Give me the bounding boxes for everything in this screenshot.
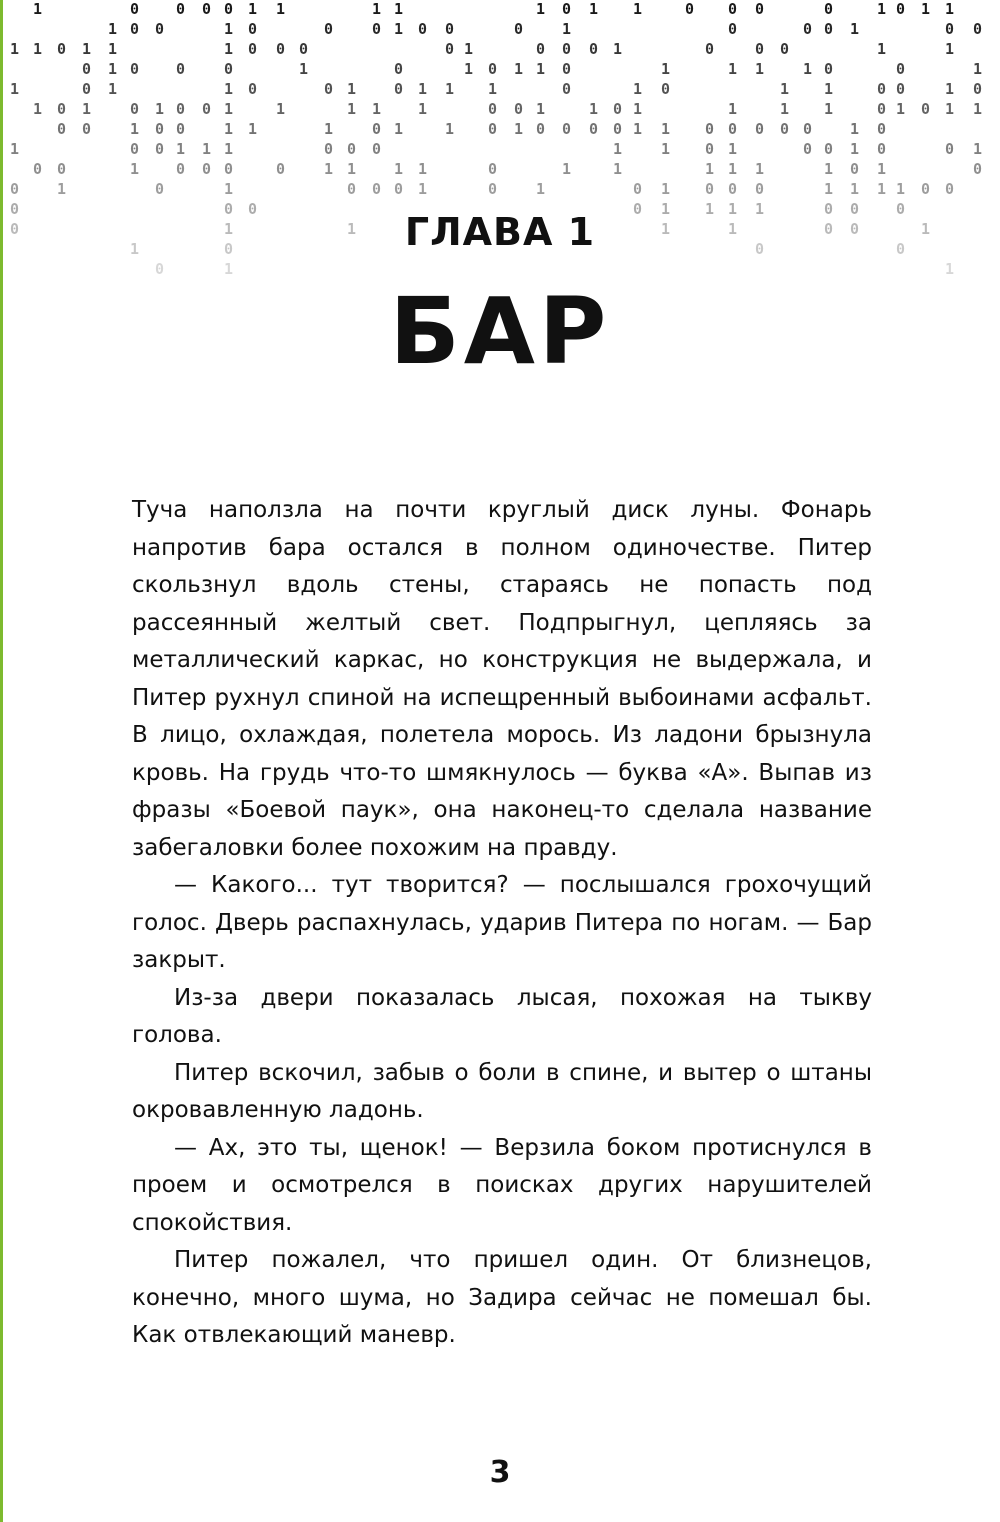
binary-digit: 0 (155, 120, 165, 138)
binary-digit: 1 (372, 0, 382, 18)
binary-digit: 0 (224, 0, 234, 18)
binary-digit: 0 (877, 100, 887, 118)
binary-digit: 1 (10, 40, 20, 58)
binary-digit: 0 (824, 20, 834, 38)
binary-digit: 0 (299, 40, 309, 58)
binary-digit: 1 (850, 180, 860, 198)
binary-digit: 1 (130, 160, 140, 178)
binary-digit: 0 (488, 60, 498, 78)
binary-digit: 1 (945, 100, 955, 118)
binary-digit: 1 (613, 140, 623, 158)
binary-digit: 0 (728, 180, 738, 198)
binary-digit: 0 (324, 80, 334, 98)
binary-digit: 1 (613, 40, 623, 58)
binary-digit: 0 (176, 160, 186, 178)
binary-digit: 0 (921, 100, 931, 118)
binary-digit: 1 (514, 60, 524, 78)
binary-digit: 0 (130, 60, 140, 78)
binary-digit: 1 (633, 0, 643, 18)
binary-digit: 1 (877, 0, 887, 18)
binary-digit: 0 (755, 0, 765, 18)
binary-digit: 1 (896, 180, 906, 198)
binary-digit: 1 (536, 60, 546, 78)
binary-digit: 1 (224, 140, 234, 158)
binary-digit: 1 (130, 240, 140, 258)
binary-digit: 0 (877, 120, 887, 138)
binary-digit: 0 (514, 20, 524, 38)
binary-digit: 0 (488, 100, 498, 118)
paragraph: — Какого... тут творится? — послышался грохочущий голос. Дверь распахнулась, ударив Питера по ногам. — Бар закрыт. (132, 872, 872, 973)
binary-digit: 0 (896, 60, 906, 78)
binary-digit: 0 (562, 120, 572, 138)
binary-digit: 1 (464, 60, 474, 78)
binary-digit: 0 (130, 100, 140, 118)
paragraph: Из-за двери показалась лысая, похожая на тыкву голова. (132, 984, 872, 1048)
binary-digit: 0 (224, 200, 234, 218)
binary-digit: 1 (661, 60, 671, 78)
binary-digit: 1 (780, 100, 790, 118)
binary-digit: 1 (824, 100, 834, 118)
binary-digit: 1 (464, 40, 474, 58)
binary-digit: 0 (613, 120, 623, 138)
binary-digit: 0 (33, 160, 43, 178)
binary-digit: 0 (248, 200, 258, 218)
binary-digit: 0 (896, 200, 906, 218)
binary-digit: 1 (921, 220, 931, 238)
binary-digit: 1 (705, 200, 715, 218)
binary-digit: 0 (803, 140, 813, 158)
binary-digit: 0 (202, 160, 212, 178)
binary-digit: 0 (755, 180, 765, 198)
binary-digit: 0 (130, 0, 140, 18)
binary-digit: 0 (394, 60, 404, 78)
binary-digit: 1 (224, 260, 234, 278)
binary-digit: 1 (824, 180, 834, 198)
binary-digit: 1 (921, 0, 931, 18)
binary-digit: 0 (57, 120, 67, 138)
paragraph: — Ах, это ты, щенок! — Верзила боком протиснулся в проем и осмотрелся в поисках других нарушителей спокойствия. (132, 1134, 872, 1236)
binary-digit: 1 (394, 20, 404, 38)
binary-digit: 0 (202, 0, 212, 18)
binary-digit: 1 (176, 140, 186, 158)
binary-digit: 0 (803, 120, 813, 138)
binary-digit: 1 (324, 160, 334, 178)
binary-digit: 1 (324, 120, 334, 138)
binary-digit: 0 (57, 100, 67, 118)
binary-digit: 1 (108, 80, 118, 98)
binary-digit: 0 (248, 20, 258, 38)
binary-digit: 0 (824, 200, 834, 218)
binary-digit: 0 (176, 120, 186, 138)
binary-digit: 1 (755, 160, 765, 178)
binary-digit: 0 (850, 220, 860, 238)
binary-digit: 1 (224, 220, 234, 238)
paragraph: Туча наползла на почти круглый диск луны. Фонарь напротив бара остался в полном одиночестве. Питер скользнул вдоль стены, стараясь не попасть под рассеянный желтый свет. Подпрыгнул, цепляясь за металлический каркас, но конструкция не выдержала, и Питер рухнул спиной на испещренный выбоинами асфальт. В лицо, охлаждая, полетела морось. Из ладони брызнула кровь. На грудь что-то шмякнулось — буква «А». Выпав из фразы «Боевой паук», она наконец-то сделала название забегаловки более похожим на правду. (132, 497, 872, 861)
binary-digit: 1 (224, 20, 234, 38)
binary-digit: 0 (755, 120, 765, 138)
binary-digit: 0 (176, 100, 186, 118)
binary-digit: 1 (850, 120, 860, 138)
binary-digit: 0 (130, 20, 140, 38)
binary-digit: 1 (896, 100, 906, 118)
binary-digit: 1 (536, 0, 546, 18)
binary-digit: 1 (973, 100, 983, 118)
binary-digit: 1 (347, 80, 357, 98)
chapter-label: ГЛАВА 1 (404, 210, 596, 254)
binary-digit: 0 (176, 0, 186, 18)
binary-digit: 1 (536, 100, 546, 118)
binary-digit: 1 (589, 0, 599, 18)
binary-digit: 0 (418, 20, 428, 38)
binary-digit: 0 (276, 40, 286, 58)
binary-digit: 0 (850, 160, 860, 178)
binary-digit: 1 (728, 220, 738, 238)
binary-digit: 1 (562, 20, 572, 38)
binary-digit: 0 (945, 180, 955, 198)
binary-digit: 0 (945, 20, 955, 38)
binary-digit: 1 (224, 80, 234, 98)
binary-digit: 0 (633, 200, 643, 218)
binary-digit: 0 (155, 140, 165, 158)
binary-digit: 0 (705, 40, 715, 58)
binary-digit: 1 (299, 60, 309, 78)
binary-digit: 0 (780, 40, 790, 58)
binary-digit: 0 (589, 120, 599, 138)
binary-digit: 0 (589, 40, 599, 58)
binary-digit: 1 (130, 120, 140, 138)
binary-digit: 1 (418, 80, 428, 98)
binary-digit: 1 (877, 40, 887, 58)
binary-digit: 0 (661, 80, 671, 98)
binary-digit: 0 (824, 0, 834, 18)
binary-digit: 1 (224, 180, 234, 198)
binary-digit: 0 (633, 180, 643, 198)
binary-digit: 0 (57, 160, 67, 178)
binary-digit: 0 (780, 120, 790, 138)
binary-digit: 0 (685, 0, 695, 18)
binary-digit: 0 (824, 220, 834, 238)
binary-digit: 0 (877, 140, 887, 158)
binary-digit: 1 (418, 160, 428, 178)
binary-digit: 0 (562, 60, 572, 78)
binary-digit: 0 (488, 120, 498, 138)
binary-digit: 1 (661, 120, 671, 138)
binary-digit: 1 (613, 160, 623, 178)
binary-digit: 1 (803, 60, 813, 78)
binary-digit: 0 (728, 20, 738, 38)
binary-digit: 0 (896, 0, 906, 18)
binary-digit: 1 (945, 40, 955, 58)
binary-digit: 1 (108, 20, 118, 38)
binary-digit: 1 (945, 0, 955, 18)
binary-digit: 1 (850, 20, 860, 38)
binary-digit: 0 (728, 120, 738, 138)
binary-digit: 1 (82, 100, 92, 118)
binary-digit: 1 (347, 100, 357, 118)
binary-digit: 1 (347, 160, 357, 178)
paragraph: Питер пожалел, что пришел один. От близнецов, конечно, много шума, но Задира сейчас не помешал бы. Как отвлекающий маневр. (132, 1247, 872, 1348)
binary-digit: 1 (33, 100, 43, 118)
binary-digit: 0 (324, 20, 334, 38)
binary-digit: 0 (445, 40, 455, 58)
binary-digit: 0 (562, 80, 572, 98)
binary-digit: 0 (82, 60, 92, 78)
binary-digit: 1 (877, 160, 887, 178)
binary-digit: 1 (705, 160, 715, 178)
binary-digit: 1 (10, 80, 20, 98)
binary-digit: 1 (82, 40, 92, 58)
binary-digit: 1 (33, 0, 43, 18)
binary-digit: 0 (82, 80, 92, 98)
binary-digit: 0 (248, 40, 258, 58)
page-number: 3 (489, 1455, 511, 1490)
binary-digit: 0 (488, 160, 498, 178)
binary-digit: 1 (850, 140, 860, 158)
binary-digit: 1 (728, 140, 738, 158)
binary-digit: 1 (57, 180, 67, 198)
binary-digit: 1 (973, 140, 983, 158)
binary-digit: 1 (394, 0, 404, 18)
binary-digit: 1 (633, 80, 643, 98)
binary-digit: 0 (372, 120, 382, 138)
binary-digit: 1 (824, 160, 834, 178)
chapter-title: БАР (389, 278, 611, 385)
binary-digit: 0 (755, 240, 765, 258)
binary-digit: 1 (155, 100, 165, 118)
binary-digit: 1 (514, 120, 524, 138)
binary-digit: 0 (10, 220, 20, 238)
binary-digit: 0 (824, 60, 834, 78)
binary-digit: 0 (562, 0, 572, 18)
binary-digit: 0 (536, 40, 546, 58)
binary-digit: 0 (155, 260, 165, 278)
binary-digit: 0 (372, 140, 382, 158)
binary-digit: 1 (224, 40, 234, 58)
binary-digit: 0 (896, 240, 906, 258)
binary-digit: 0 (10, 180, 20, 198)
binary-digit: 0 (394, 80, 404, 98)
binary-digit: 1 (224, 100, 234, 118)
binary-digit: 0 (372, 180, 382, 198)
binary-digit: 0 (224, 160, 234, 178)
binary-digit: 0 (973, 80, 983, 98)
binary-digit: 1 (589, 100, 599, 118)
binary-digit: 0 (945, 140, 955, 158)
binary-digit: 0 (896, 80, 906, 98)
binary-digit: 1 (394, 120, 404, 138)
binary-digit: 0 (850, 200, 860, 218)
binary-digit: 0 (877, 80, 887, 98)
binary-digit: 0 (155, 180, 165, 198)
binary-digit: 1 (445, 80, 455, 98)
binary-digit: 1 (248, 0, 258, 18)
binary-digit: 0 (488, 180, 498, 198)
binary-digit: 1 (108, 60, 118, 78)
chapter-text (132, 492, 872, 1355)
binary-digit: 1 (755, 200, 765, 218)
binary-digit: 0 (224, 60, 234, 78)
binary-digit: 1 (728, 100, 738, 118)
binary-digit: 1 (633, 120, 643, 138)
binary-digit: 1 (728, 160, 738, 178)
binary-digit: 0 (248, 80, 258, 98)
binary-digit: 1 (562, 160, 572, 178)
binary-digit: 1 (973, 60, 983, 78)
binary-digit: 1 (728, 200, 738, 218)
binary-digit: 0 (57, 40, 67, 58)
binary-digit: 0 (973, 160, 983, 178)
binary-digit: 1 (276, 0, 286, 18)
binary-digit: 1 (755, 60, 765, 78)
binary-digit: 0 (613, 100, 623, 118)
binary-digit: 1 (33, 40, 43, 58)
binary-digit: 1 (418, 180, 428, 198)
binary-digit: 0 (155, 20, 165, 38)
binary-digit: 1 (276, 100, 286, 118)
binary-digit: 0 (324, 140, 334, 158)
binary-digit: 1 (224, 120, 234, 138)
binary-digit: 1 (824, 80, 834, 98)
binary-digit: 0 (445, 20, 455, 38)
binary-digit: 1 (728, 60, 738, 78)
binary-digit: 0 (728, 0, 738, 18)
binary-digit: 1 (418, 100, 428, 118)
binary-digit: 1 (347, 220, 357, 238)
binary-digit: 1 (661, 180, 671, 198)
binary-digit: 0 (10, 200, 20, 218)
binary-digit: 0 (705, 180, 715, 198)
binary-digit: 0 (824, 140, 834, 158)
binary-digit: 1 (202, 140, 212, 158)
binary-digit: 0 (347, 180, 357, 198)
binary-digit: 0 (921, 180, 931, 198)
paragraph: Питер вскочил, забыв о боли в спине, и вытер о штаны окровавленную ладонь. (132, 1059, 872, 1123)
binary-digit: 1 (248, 120, 258, 138)
binary-digit: 1 (877, 180, 887, 198)
binary-digit: 1 (661, 140, 671, 158)
binary-digit: 1 (661, 200, 671, 218)
binary-digit: 0 (973, 20, 983, 38)
binary-digit: 0 (514, 100, 524, 118)
binary-digit: 0 (755, 40, 765, 58)
binary-digit: 1 (372, 100, 382, 118)
binary-digit: 1 (536, 180, 546, 198)
binary-digit: 0 (394, 180, 404, 198)
binary-digit: 0 (705, 140, 715, 158)
binary-digit: 1 (661, 220, 671, 238)
binary-digit: 1 (488, 80, 498, 98)
binary-digit: 0 (276, 160, 286, 178)
binary-digit: 0 (130, 140, 140, 158)
binary-digit: 1 (10, 140, 20, 158)
binary-digit: 1 (394, 160, 404, 178)
binary-digit: 0 (82, 120, 92, 138)
binary-digit: 0 (224, 240, 234, 258)
binary-digit: 1 (945, 260, 955, 278)
binary-digit: 0 (705, 120, 715, 138)
binary-digit: 0 (347, 140, 357, 158)
binary-digit: 1 (445, 120, 455, 138)
binary-digit: 1 (780, 80, 790, 98)
binary-digit: 0 (562, 40, 572, 58)
binary-digit: 0 (803, 20, 813, 38)
binary-digit: 1 (108, 40, 118, 58)
binary-digit: 0 (372, 20, 382, 38)
binary-digit: 0 (202, 100, 212, 118)
binary-digit: 0 (176, 60, 186, 78)
binary-digit: 1 (633, 100, 643, 118)
binary-digit: 0 (536, 120, 546, 138)
binary-digit: 1 (945, 80, 955, 98)
